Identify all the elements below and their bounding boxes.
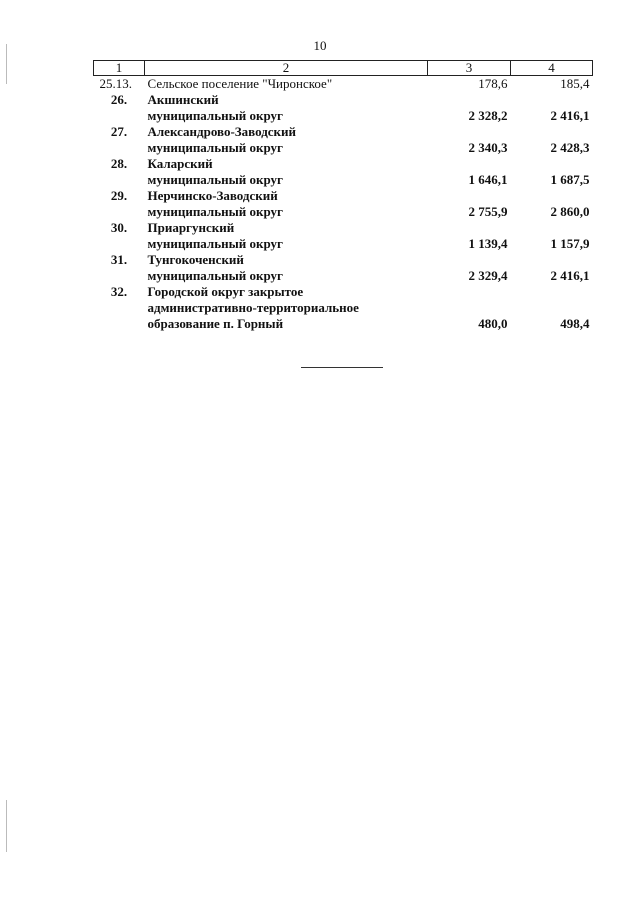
header-col-3: 3	[428, 61, 511, 76]
table-row	[94, 284, 593, 332]
row-name	[145, 76, 428, 93]
row-name	[145, 124, 428, 156]
scan-mark	[6, 800, 7, 852]
budget-table	[93, 60, 593, 332]
row-value-col3: 1 646,1	[468, 172, 508, 187]
row-name	[145, 156, 428, 188]
scan-mark	[6, 44, 7, 84]
row-index: 25.13.	[99, 76, 132, 91]
table-row	[94, 124, 593, 156]
row-index: 31.	[110, 252, 128, 267]
row-name-line: Александрово-Заводский	[147, 124, 297, 139]
row-name	[145, 252, 428, 284]
row-name	[145, 220, 428, 252]
row-name-line: Городской округ закрытое	[147, 284, 304, 299]
header-row	[94, 61, 593, 76]
row-value-col4: 185,4	[560, 76, 590, 91]
end-rule	[301, 367, 383, 368]
header-col-4: 4	[511, 61, 593, 76]
row-name-line: Тунгокоченский	[147, 252, 244, 267]
row-value-col4: 2 416,1	[550, 108, 590, 123]
row-name-line: муниципальный округ	[147, 108, 283, 123]
row-name	[145, 188, 428, 220]
header-col-1: 1	[94, 61, 145, 76]
row-name-line: Акшинский	[147, 92, 219, 107]
row-value-col4: 1 687,5	[550, 172, 590, 187]
row-name-line: муниципальный округ	[147, 204, 283, 219]
table-row	[94, 252, 593, 284]
row-index: 30.	[110, 220, 128, 235]
table-row	[94, 188, 593, 220]
row-value-col3: 2 755,9	[468, 204, 508, 219]
row-index: 32.	[110, 284, 128, 299]
row-name	[145, 284, 428, 332]
row-index: 26.	[110, 92, 128, 107]
row-name-line: Каларский	[147, 156, 213, 171]
row-value-col3: 2 328,2	[468, 108, 508, 123]
row-value-col4: 2 416,1	[550, 268, 590, 283]
page-number: 10	[313, 38, 327, 53]
table-row	[94, 92, 593, 124]
row-value-col3: 2 329,4	[468, 268, 508, 283]
row-name-line: муниципальный округ	[147, 236, 283, 251]
row-name-line: муниципальный округ	[147, 172, 283, 187]
row-value-col3: 1 139,4	[468, 236, 508, 251]
row-name-line: Приаргунский	[147, 220, 235, 235]
row-value-col3: 480,0	[478, 316, 508, 331]
row-value-col3: 178,6	[478, 76, 508, 91]
table-row	[94, 220, 593, 252]
row-name-line: административно-территориальное	[147, 300, 359, 315]
row-name-line: Нерчинско-Заводский	[147, 188, 278, 203]
header-col-2: 2	[145, 61, 428, 76]
row-value-col4: 1 157,9	[550, 236, 590, 251]
table-row	[94, 156, 593, 188]
row-index: 27.	[110, 124, 128, 139]
row-name	[145, 92, 428, 124]
row-name-line: Сельское поселение "Чиронское"	[147, 76, 333, 91]
row-value-col4: 498,4	[560, 316, 590, 331]
row-index: 29.	[110, 188, 128, 203]
row-value-col4: 2 860,0	[550, 204, 590, 219]
row-name-line: муниципальный округ	[147, 140, 283, 155]
row-name-line: муниципальный округ	[147, 268, 283, 283]
row-index: 28.	[110, 156, 128, 171]
row-value-col3: 2 340,3	[468, 140, 508, 155]
row-value-col4: 2 428,3	[550, 140, 590, 155]
row-name-line: образование п. Горный	[147, 316, 284, 331]
table-body	[94, 76, 593, 333]
table-row	[94, 76, 593, 93]
